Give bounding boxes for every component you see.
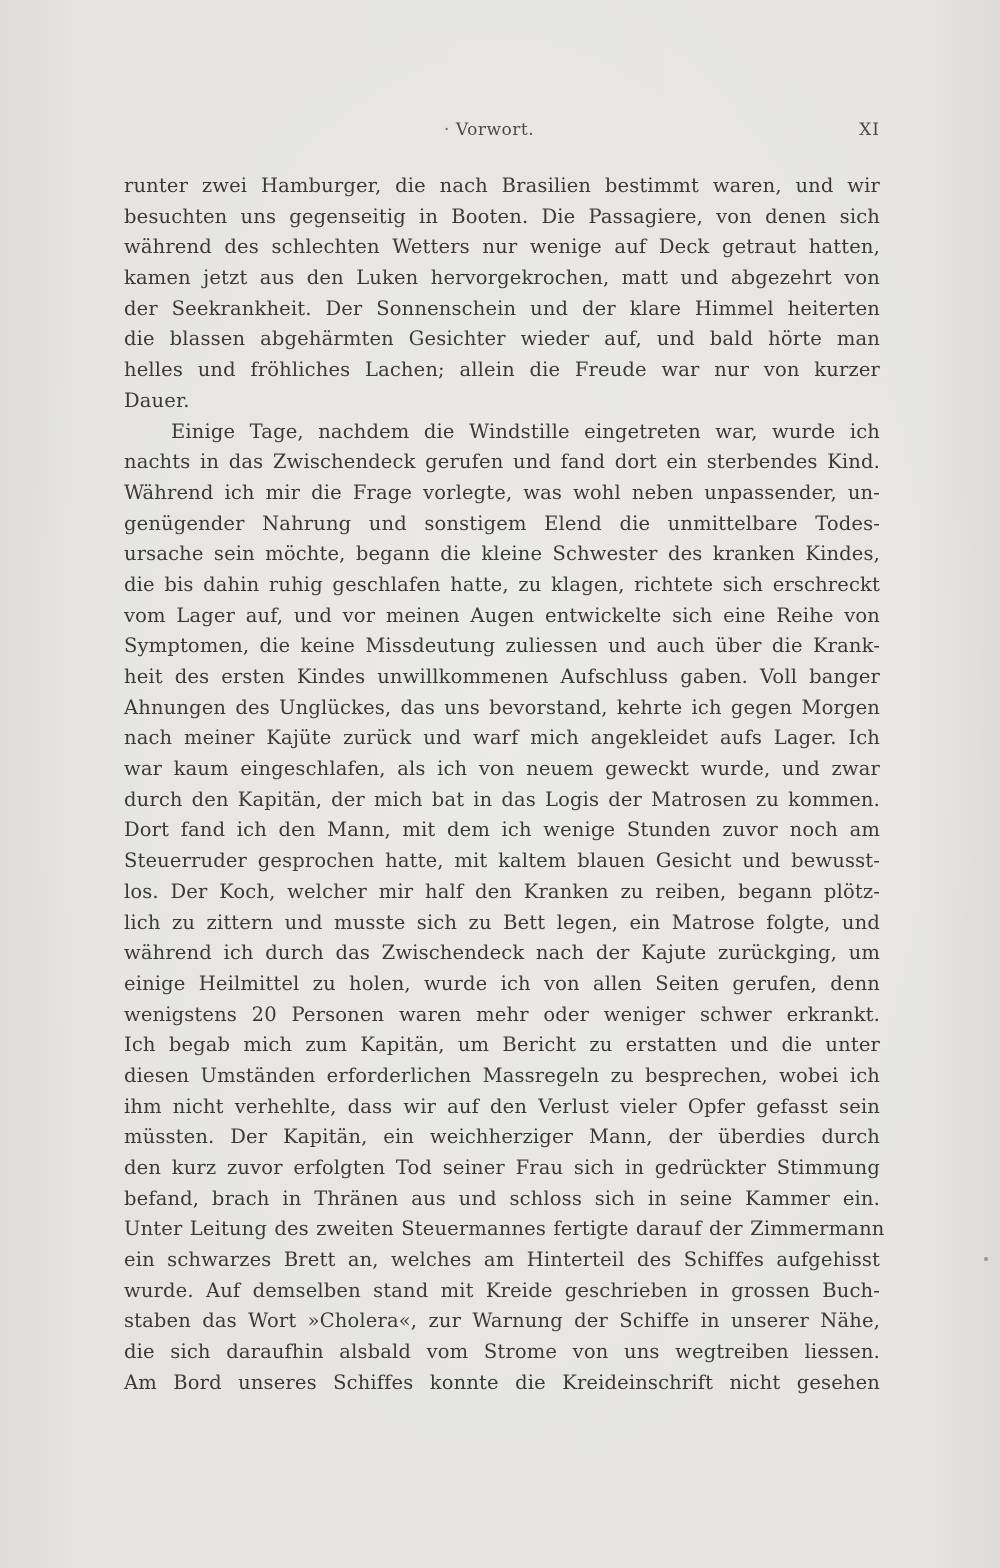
text-line: los. Der Koch, welcher mir half den Kranken zu reiben, begann plötz- [124, 879, 880, 903]
text-line: besuchten uns gegenseitig in Booten. Die Passagiere, von denen sich [124, 204, 880, 228]
paragraph-start-line: Einige Tage, nachdem die Windstille eingetreten war, wurde ich [171, 419, 880, 443]
text-line: nach meiner Kajüte zurück und warf mich angekleidet aufs Lager. Ich [124, 726, 880, 750]
text-line: den kurz zuvor erfolgten Tod seiner Frau sich in gedrückter Stimmung [124, 1156, 880, 1179]
text-line: lich zu zittern und musste sich zu Bett legen, ein Matrose folgte, und [124, 910, 880, 934]
text-line: heit des ersten Kindes unwillkommenen Aufschluss gaben. Voll banger [124, 665, 880, 688]
page-header [124, 120, 880, 148]
text-line: Ich begab mich zum Kapitän, um Bericht zu erstatten und die unter [124, 1033, 880, 1057]
text-line: durch den Kapitän, der mich bat in das Logis der Matrosen zu kommen. [124, 787, 880, 811]
text-line: Steuerruder gesprochen hatte, mit kaltem blauen Gesicht und bewusst- [124, 849, 880, 873]
text-line: die blassen abgehärmten Gesichter wieder auf, und bald hörte man [124, 327, 880, 351]
text-line: wurde. Auf demselben stand mit Kreide geschrieben in grossen Buch- [124, 1278, 880, 1302]
text-line: Ahnungen des Unglückes, das uns bevorstand, kehrte ich gegen Morgen [124, 695, 880, 719]
text-line: der Seekrankheit. Der Sonnenschein und der klare Himmel heiterten [124, 296, 880, 320]
text-line: diesen Umständen erforderlichen Massregeln zu besprechen, wobei ich [124, 1063, 880, 1087]
text-line: ursache sein möchte, begann die kleine Schwester des kranken Kindes, [124, 542, 880, 566]
text-line: runter zwei Hamburger, die nach Brasilien bestimmt waren, und wir [124, 174, 880, 197]
running-title: · Vorwort. [444, 120, 534, 140]
text-line: während des schlechten Wetters nur wenige auf Deck getraut hatten, [124, 235, 880, 259]
body-text [124, 171, 885, 1399]
text-line: kamen jetzt aus den Luken hervorgekrochen, matt und abgezehrt von [124, 266, 880, 290]
text-line: Am Bord unseres Schiffes konnte die Kreideinschrift nicht gesehen [124, 1370, 880, 1394]
text-line: einige Heilmittel zu holen, wurde ich von allen Seiten gerufen, denn [124, 971, 880, 995]
text-line: vom Lager auf, und vor meinen Augen entwickelte sich eine Reihe von [124, 603, 880, 627]
text-line: ihm nicht verhehlte, dass wir auf den Verlust vieler Opfer gefasst sein [124, 1094, 880, 1118]
text-line: befand, brach in Thränen aus und schloss sich in seine Kammer ein. [124, 1186, 880, 1210]
text-line: nachts in das Zwischendeck gerufen und fand dort ein sterbendes Kind. [124, 450, 880, 474]
text-line: die sich daraufhin alsbald vom Strome von uns wegtreiben liessen. [124, 1340, 880, 1364]
text-line: Unter Leitung des zweiten Steuermannes fertigte darauf der Zimmermann [124, 1217, 885, 1241]
text-line: wenigstens 20 Personen waren mehr oder weniger schwer erkrankt. [124, 1002, 880, 1026]
text-line: staben das Wort »Cholera«, zur Warnung der Schiffe in unserer Nähe, [124, 1309, 880, 1333]
text-line: war kaum eingeschlafen, als ich von neuem geweckt wurde, und zwar [124, 757, 880, 781]
text-line: ein schwarzes Brett an, welches am Hinterteil des Schiffes aufgehisst [124, 1248, 880, 1272]
text-line: genügender Nahrung und sonstigem Elend die unmittelbare Todes- [124, 511, 880, 535]
text-line: Dort fand ich den Mann, mit dem ich wenige Stunden zuvor noch am [124, 818, 880, 842]
paragraph-end-line: Dauer. [124, 388, 190, 412]
text-line: die bis dahin ruhig geschlafen hatte, zu klagen, richtete sich erschreckt [124, 572, 880, 596]
text-line: Während ich mir die Frage vorlegte, was wohl neben unpassender, un- [124, 480, 880, 504]
text-line: während ich durch das Zwischendeck nach der Kajute zurückging, um [124, 941, 880, 965]
text-line: helles und fröhliches Lachen; allein die Freude war nur von kurzer [124, 358, 880, 382]
page-number: XI [859, 120, 880, 140]
text-line: müssten. Der Kapitän, ein weichherziger Mann, der überdies durch [124, 1125, 880, 1149]
text-line: Symptomen, die keine Missdeutung zuliessen und auch über die Krank- [124, 634, 880, 658]
paper-speck [984, 1257, 988, 1261]
